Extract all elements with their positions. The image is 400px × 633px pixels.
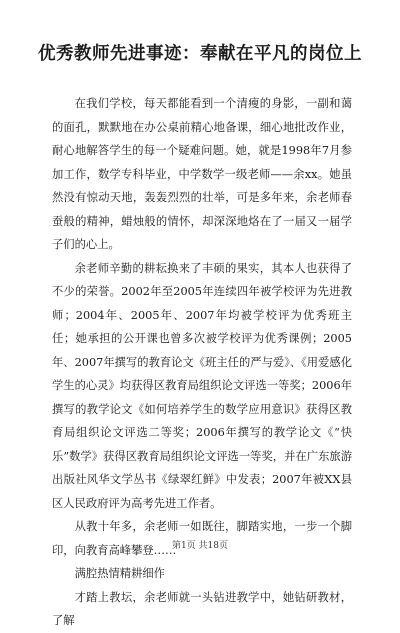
section-heading: 满腔热情精耕细作 [74, 567, 165, 580]
paragraph-intro: 在我们学校，每天都能看到一个清瘦的身影，一副和蔼的面孔，默默地在办公桌前精心地备课，细心地批改作业，耐心地解答学生的每一个疑难问题。她，就是1998年7月参加工作，数学专科毕业，中学数学一级老师——余xx。她虽然没有惊动天地，轰轰烈烈的壮举，可是多年来，余老师春蚕般的精神，蜡烛般的情怀，却深深地烙在了一届又一届学子们的心上。 [52, 97, 352, 251]
paragraph-honors: 余老师辛勤的耕耘换来了丰硕的果实，其本人也获得了不少的荣誉。2002年至2005年连续四年被学校评为先进教师；2004年、2005年、2007年均被学校评为优秀班主任；她承担的公开课也曾多次被学校评为优秀课例；2005年、2007年撰写的教育论文《班主任的严与爱》、《用爱感化学生的心灵》均获得区教育局组织论文评选一等奖；2006年撰写的教学论文《如何培养学生的数学应用意识》获得区教育局组织论文评选二等奖；2006年撰写的教学论文《“快乐”数学》获得区教育局组织论文评选一等奖，并在广东旅游出版社风华文学丛书《绿翠红鲜》中发表；2007年被XX县区人民政府评为高考先进工作者。 [52, 261, 352, 510]
paragraph-dedication: 从教十年多，余老师一如既往，脚踏实地，一步一个脚印，向教育高峰攀登…… [52, 520, 352, 557]
document-body [52, 92, 352, 633]
page-footer: 第1页 共18页 [171, 541, 229, 551]
document-title: 优秀教师先进事迹：奉献在平凡的岗位上 [38, 44, 362, 64]
paragraph-teaching: 才踏上教坛，余老师就一头钻进教学中，她钻研教材，了解 [52, 590, 352, 627]
